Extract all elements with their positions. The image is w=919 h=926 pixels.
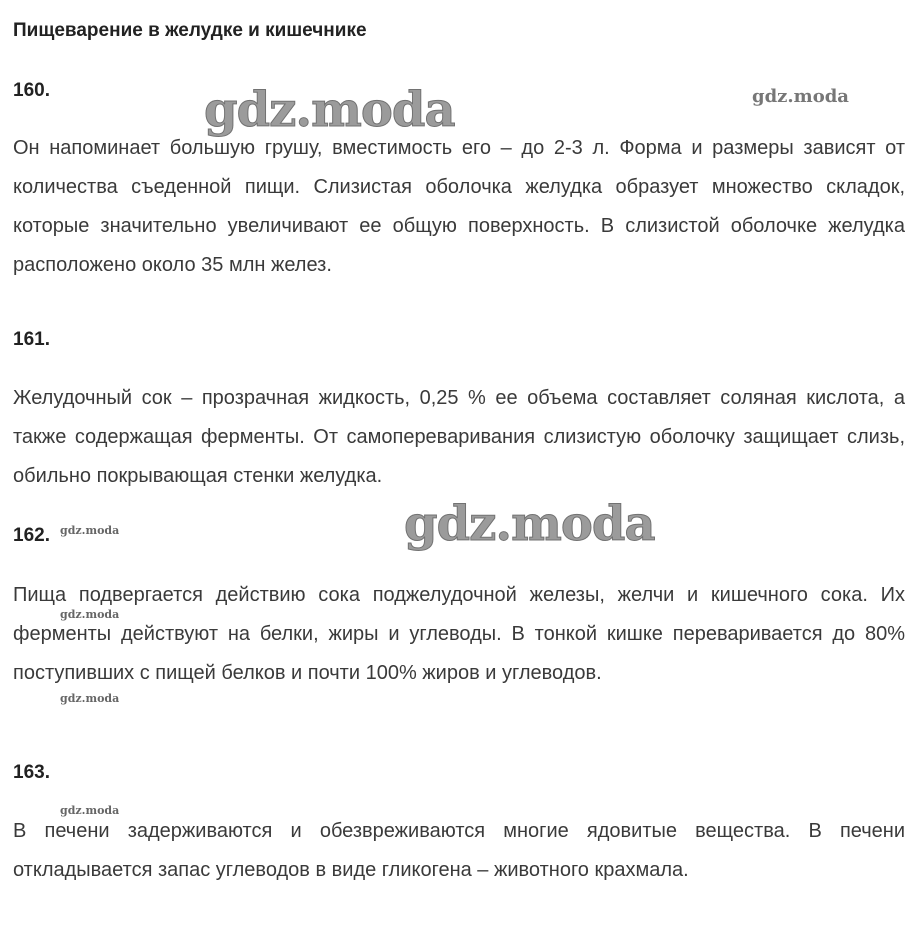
watermark-small: gdz.moda	[60, 692, 120, 705]
section-number-161: 161.	[13, 329, 50, 350]
section-text-161: Желудочный сок – прозрачная жидкость, 0,25 % ее объема составляет соляная кислота, а также содержащая ферменты. От самопереваривания слизистую оболочку защищает слизь, обильно покрывающая стенки желудка.	[13, 387, 905, 487]
section-number-160: 160.	[13, 80, 50, 101]
section-text-163: В печени задерживаются и обезвреживаются многие ядовитые вещества. В печени откладывается запас углеводов в виде гликогена – животного крахмала.	[13, 820, 905, 881]
section-text-160: Он напоминает большую грушу, вместимость его – до 2-3 л. Форма и размеры зависят от количества съеденной пищи. Слизистая оболочка желудка образует множество складок, которые значительно увеличивают ее общую поверхность. В слизистой оболочке желудка расположено около 35 млн желез.	[13, 137, 905, 276]
watermark-large: gdz.moda	[204, 82, 455, 138]
watermark-small: gdz.moda	[60, 608, 120, 621]
section-number-163: 163.	[13, 762, 50, 783]
watermark-small: gdz.moda	[60, 524, 120, 537]
section-number-162: 162.	[13, 525, 50, 546]
watermark-medium: gdz.moda	[752, 86, 849, 107]
watermark-small: gdz.moda	[60, 804, 120, 817]
page-title: Пищеварение в желудке и кишечнике	[13, 20, 367, 41]
watermark-large: gdz.moda	[404, 496, 655, 552]
section-text-162: Пища подвергается действию сока поджелудочной железы, желчи и кишечного сока. Их ферменты действуют на белки, жиры и углеводы. В тонкой кишке переваривается до 80% поступивших с пищей белков и почти 100% жиров и углеводов.	[13, 584, 905, 684]
